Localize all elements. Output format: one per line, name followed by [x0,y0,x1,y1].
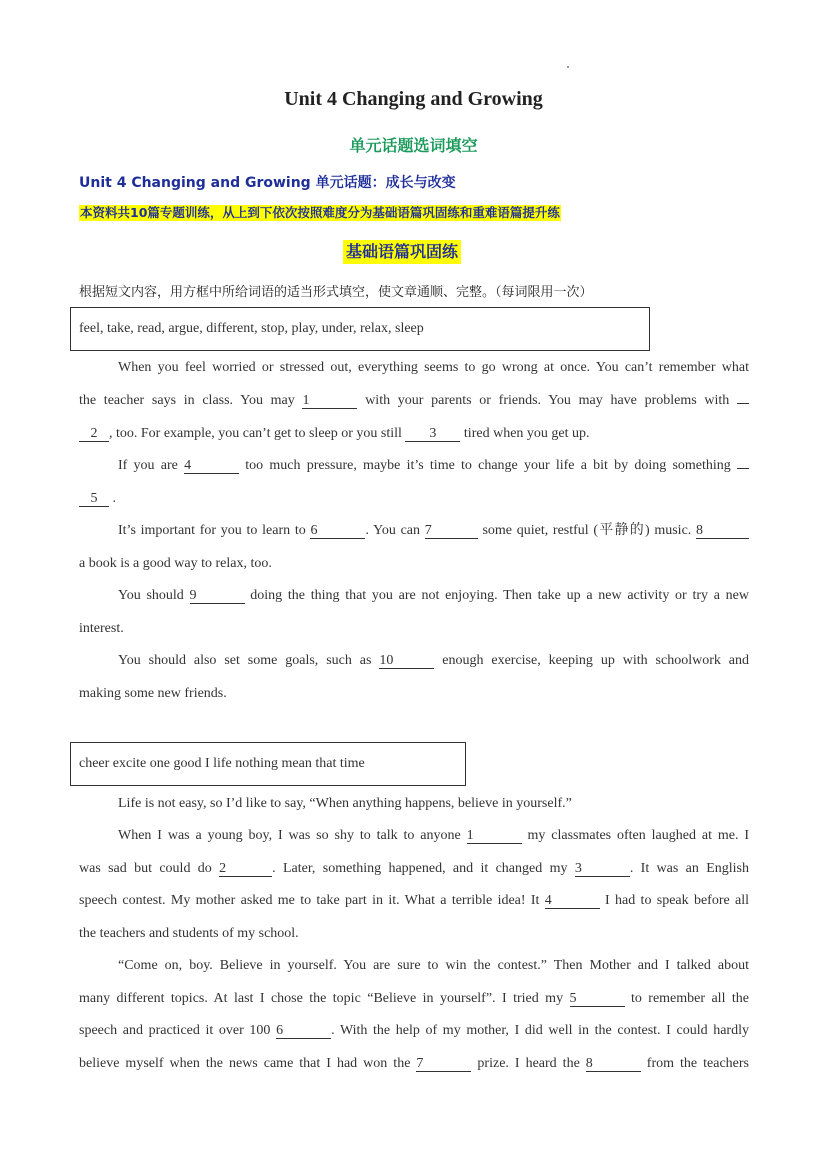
page-title: Unit 4 Changing and Growing [284,88,543,110]
blank-input[interactable]: 3 [405,426,460,442]
p1-line-11: making some new friends. [79,686,227,701]
p1-line-5: 5 . [79,490,749,508]
blank-input[interactable]: 10 [379,653,434,669]
p2-line-3: was sad but could do 2 . Later, something happened, and it changed my 3 . It was an English [79,861,749,876]
blank-input[interactable]: 3 [575,861,630,877]
blank-input[interactable]: 8 [696,523,749,539]
p1-line-7: a book is a good way to relax, too. [79,556,272,571]
p1-line-2: the teacher says in class. You may 1 with your parents or friends. You may have problems with [79,392,749,410]
blank-input[interactable]: 4 [184,458,239,474]
blank-input[interactable]: 6 [276,1023,331,1039]
blank-input[interactable]: 5 [570,991,625,1007]
p1-line-3: 2 , too. For example, you can’t get to sleep or you still 3 tired when you get up. [79,425,749,443]
blank-input[interactable]: 4 [545,893,600,909]
blank-input-start[interactable] [737,403,749,404]
blank-input[interactable]: 5 [79,491,109,507]
instruction-text: 根据短文内容，用方框中所给词语的适当形式填空，使文章通顺、完整。（每词限用一次） [79,285,593,300]
blank-input[interactable]: 8 [586,1056,641,1072]
blank-input[interactable]: 7 [416,1056,471,1072]
word-box-2: cheer excite one good I life nothing mean that time [70,742,466,786]
blank-input[interactable]: 2 [219,861,272,877]
p2-line-4: speech contest. My mother asked me to take part in it. What a terrible idea! It 4 I had to speak before all [79,893,750,908]
p1-line-9: interest. [79,621,124,636]
blank-input[interactable]: 9 [190,588,245,604]
blank-input[interactable]: 7 [425,523,478,539]
p2-line-6: “Come on, boy. Believe in yourself. You are sure to win the contest.” Then Mother and I talked about [118,958,749,973]
blank-input[interactable]: 6 [310,523,365,539]
p1-line-6: It’s important for you to learn to 6 . You can 7 some quiet, restful (平静的) music. 8 [79,522,749,540]
p2-line-7: many different topics. At last I chose the topic “Believe in yourself”. I tried my 5 to remember all the [79,991,749,1006]
blank-input[interactable]: 2 [79,426,109,442]
p1-line-8: You should 9 doing the thing that you are not enjoying. Then take up a new activity or try a new [118,588,749,603]
p2-line-2: When I was a young boy, I was so shy to talk to anyone 1 my classmates often laughed at me. I [118,828,749,843]
p1-line-1: When you feel worried or stressed out, everything seems to go wrong at once. You can’t remember what [118,360,749,375]
blank-input[interactable]: 1 [302,393,357,409]
highlight-note: 本资料共10篇专题训练，从上到下依次按照难度分为基础语篇巩固练和重难语篇提升练 [80,205,560,220]
word-box-1: feel, take, read, argue, different, stop, play, under, relax, sleep [70,307,650,351]
blank-input-start[interactable] [737,468,749,469]
topic-heading: Unit 4 Changing and Growing 单元话题：成长与改变 [79,175,456,191]
p2-line-5: the teachers and students of my school. [79,926,299,941]
page-subtitle: 单元话题选词填空 [349,136,478,155]
p2-line-8: speech and practiced it over 100 6 . With the help of my mother, I did well in the contest. I could hardly [79,1023,749,1038]
p2-line-9: believe myself when the news came that I had won the 7 prize. I heard the 8 from the teachers [79,1056,749,1071]
section-heading: 基础语篇巩固练 [343,240,461,264]
blank-input[interactable]: 1 [467,828,522,844]
p2-line-1: Life is not easy, so I’d like to say, “When anything happens, believe in yourself.” [118,796,572,811]
page-dot [567,66,569,68]
p1-line-10: You should also set some goals, such as 10 enough exercise, keeping up with schoolwork and [118,653,749,668]
p1-line-4: If you are 4 too much pressure, maybe it’s time to change your life a bit by doing something [79,457,749,475]
